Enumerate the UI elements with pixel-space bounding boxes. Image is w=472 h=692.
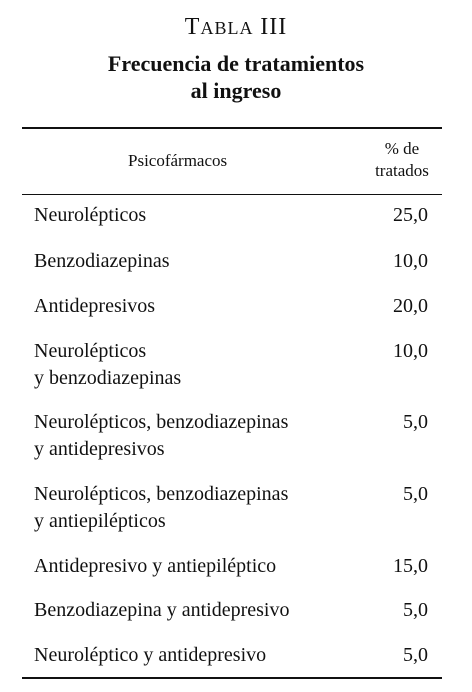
table-label-number: III <box>260 14 288 40</box>
row-drug-name <box>34 553 354 580</box>
column-header-percent-line2: tratados <box>375 161 429 180</box>
header-divider-rule <box>22 194 442 195</box>
table-bottom-rule <box>22 677 442 679</box>
row-drug-name-line: Benzodiazepina y antidepresivo <box>34 599 290 621</box>
row-drug-name-line: Antidepresivos <box>34 295 156 317</box>
row-drug-name <box>34 642 354 669</box>
row-drug-name <box>34 293 354 320</box>
row-drug-name-line: y antidepresivos <box>34 438 165 460</box>
row-percent-value: 20,0 <box>393 295 428 317</box>
row-drug-name <box>34 248 354 275</box>
row-drug-name <box>34 597 354 624</box>
table-top-rule <box>22 127 442 129</box>
row-drug-name-line: y antiepilépticos <box>34 510 166 532</box>
row-percent-value: 5,0 <box>403 599 428 621</box>
row-percent-value: 15,0 <box>393 555 428 577</box>
table-label-rest: ABLA <box>200 18 254 38</box>
table-label <box>0 12 472 43</box>
table-title-line1: Frecuencia de tratamientos <box>107 51 365 76</box>
column-header-percent-line1: % de <box>384 139 420 158</box>
column-header-percent <box>362 138 442 182</box>
row-drug-name-line: Neurolépticos <box>34 340 147 362</box>
row-drug-name-line: Neurolépticos <box>34 204 147 226</box>
row-percent-value: 5,0 <box>403 483 428 505</box>
row-drug-name <box>34 409 354 463</box>
row-percent-value: 10,0 <box>393 250 428 272</box>
table-title-line2: al ingreso <box>190 78 282 103</box>
row-drug-name <box>34 481 354 535</box>
row-percent-value: 5,0 <box>403 411 428 433</box>
row-drug-name-line: y benzodiazepinas <box>34 367 182 389</box>
row-drug-name-line: Neuroléptico y antidepresivo <box>34 644 267 666</box>
row-drug-name-line: Neurolépticos, benzodiazepinas <box>34 483 289 505</box>
row-percent-value: 10,0 <box>393 340 428 362</box>
table-label-initial: T <box>184 14 201 40</box>
row-drug-name <box>34 338 354 392</box>
row-drug-name-line: Benzodiazepinas <box>34 250 170 272</box>
row-drug-name-line: Antidepresivo y antiepiléptico <box>34 555 277 577</box>
table-title <box>0 50 472 104</box>
row-percent-value: 5,0 <box>403 644 428 666</box>
column-header-psicofarmacos: Psicofármacos <box>128 151 228 170</box>
row-drug-name <box>34 202 354 229</box>
row-drug-name-line: Neurolépticos, benzodiazepinas <box>34 411 289 433</box>
row-percent-value: 25,0 <box>393 204 428 226</box>
